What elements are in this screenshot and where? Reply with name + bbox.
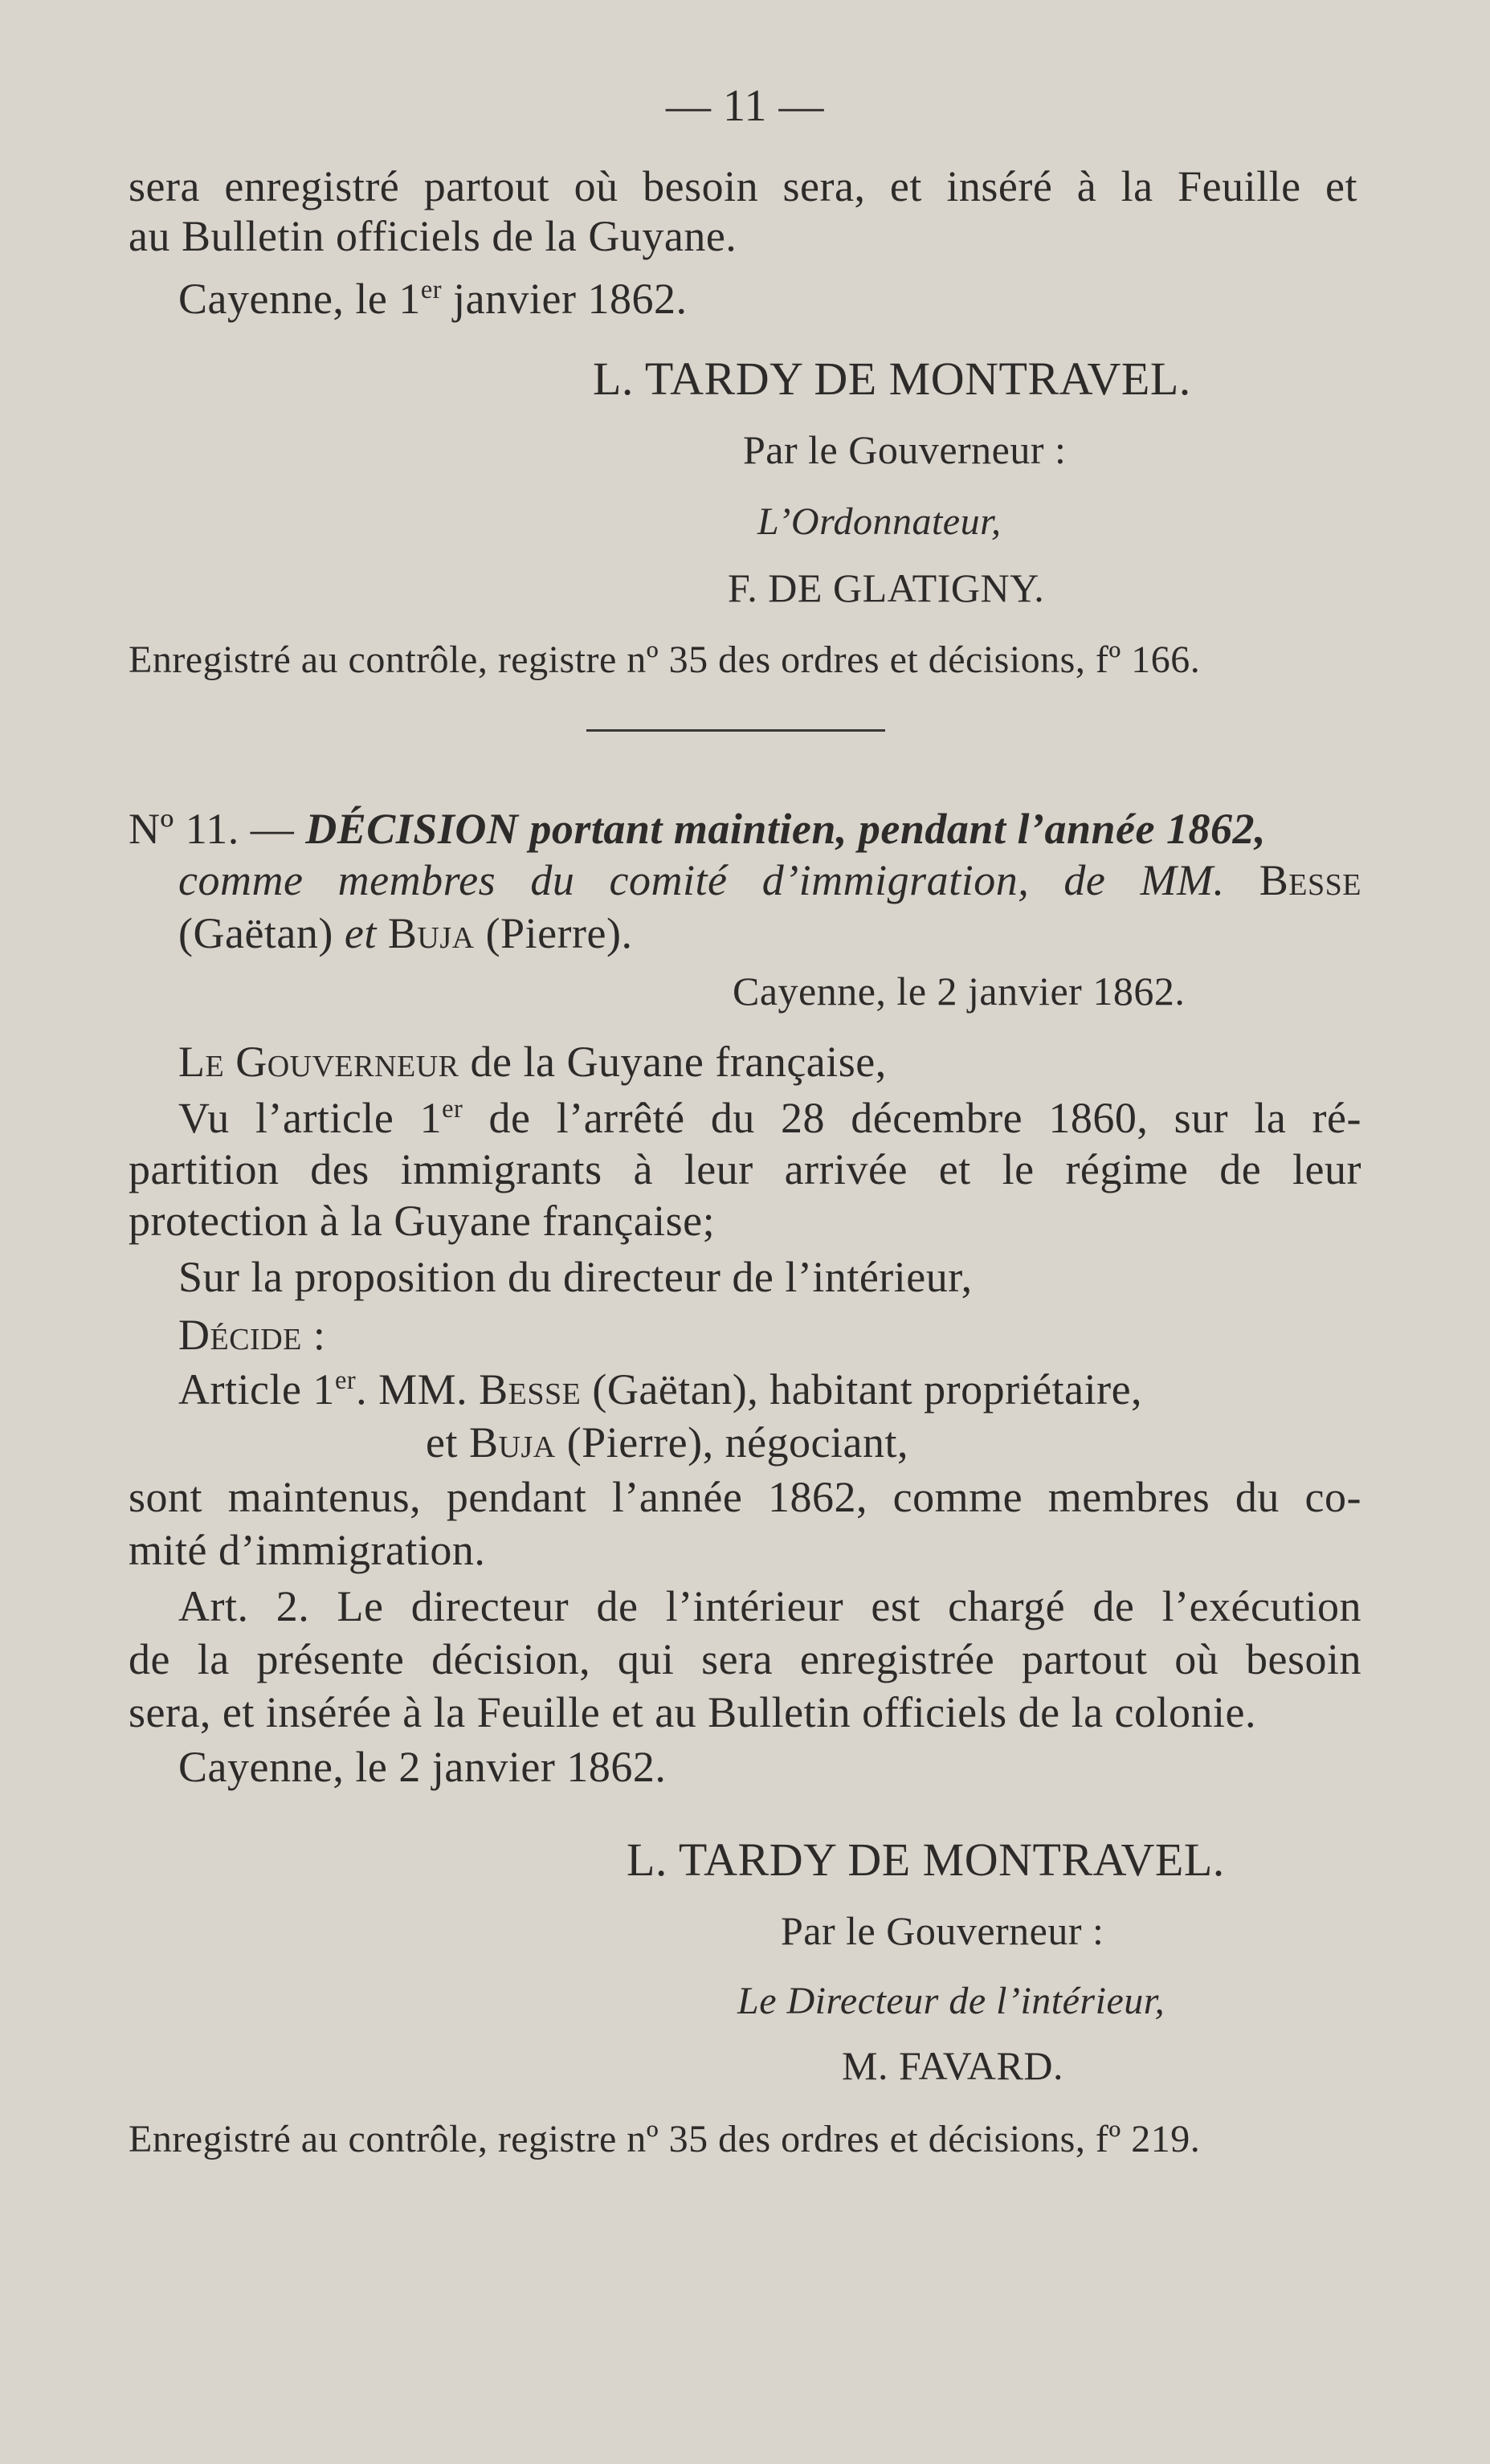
countersign: M. FAVARD.	[842, 2043, 1063, 2088]
place-date: Cayenne, le 2 janvier 1862.	[733, 969, 1186, 1014]
text-line: mité d’immigration.	[129, 1526, 486, 1574]
text-line: de la présente décision, qui sera enregistrée partout où besoin	[129, 1635, 1361, 1683]
decide-line: Décide :	[178, 1311, 326, 1359]
top-signatory: L. TARDY DE MONTRAVEL.	[593, 353, 1191, 405]
top-date: Cayenne, le 1er janvier 1862.	[178, 275, 688, 323]
article-1-line2: et Buja (Pierre), négociant,	[426, 1418, 908, 1467]
signatory: L. TARDY DE MONTRAVEL.	[627, 1834, 1225, 1886]
registration: Enregistré au contrôle, registre nº 35 des ordres et décisions, fº 219.	[129, 2118, 1201, 2160]
governor-line: Le Gouverneur de la Guyane française,	[178, 1038, 887, 1086]
text-line: sera enregistré partout où besoin sera, et inséré à la Feuille et	[129, 162, 1357, 210]
text-line: sont maintenus, pendant l’année 1862, comme membres du co-	[129, 1473, 1361, 1521]
decision-heading-line3: (Gaëtan) et Buja (Pierre).	[178, 909, 633, 957]
by-line: Par le Gouverneur :	[781, 1908, 1104, 1953]
decision-heading: Nº 11. — DÉCISION portant maintien, pendant l’année 1862,	[129, 805, 1266, 853]
section-divider	[586, 729, 885, 732]
decision-heading-line2: comme membres du comité d’immigration, de MM. Besse	[178, 856, 1361, 904]
role: Le Directeur de l’intérieur,	[737, 1980, 1165, 2022]
top-role: L’Ordonnateur,	[757, 500, 1002, 543]
text-line: partition des immigrants à leur arrivée et le régime de leur	[129, 1145, 1361, 1193]
vu-line: Vu l’article 1er de l’arrêté du 28 décembre 1860, sur la ré-	[178, 1094, 1361, 1142]
text-line: sera, et insérée à la Feuille et au Bulletin officiels de la colonie.	[129, 1688, 1256, 1736]
article-2: Art. 2. Le directeur de l’intérieur est chargé de l’exécution	[178, 1582, 1361, 1630]
top-by-line: Par le Gouverneur :	[743, 427, 1067, 472]
top-registration: Enregistré au contrôle, registre nº 35 des ordres et décisions, fº 166.	[129, 638, 1201, 681]
sur-line: Sur la proposition du directeur de l’intérieur,	[178, 1253, 973, 1301]
text-line: protection à la Guyane française;	[129, 1197, 716, 1245]
closing-date: Cayenne, le 2 janvier 1862.	[178, 1743, 667, 1791]
top-countersign: F. DE GLATIGNY.	[728, 565, 1045, 610]
text-line: au Bulletin officiels de la Guyane.	[129, 212, 737, 260]
article-1: Article 1er. MM. Besse (Gaëtan), habitant propriétaire,	[178, 1365, 1143, 1414]
page-number: — 11 —	[666, 81, 824, 131]
